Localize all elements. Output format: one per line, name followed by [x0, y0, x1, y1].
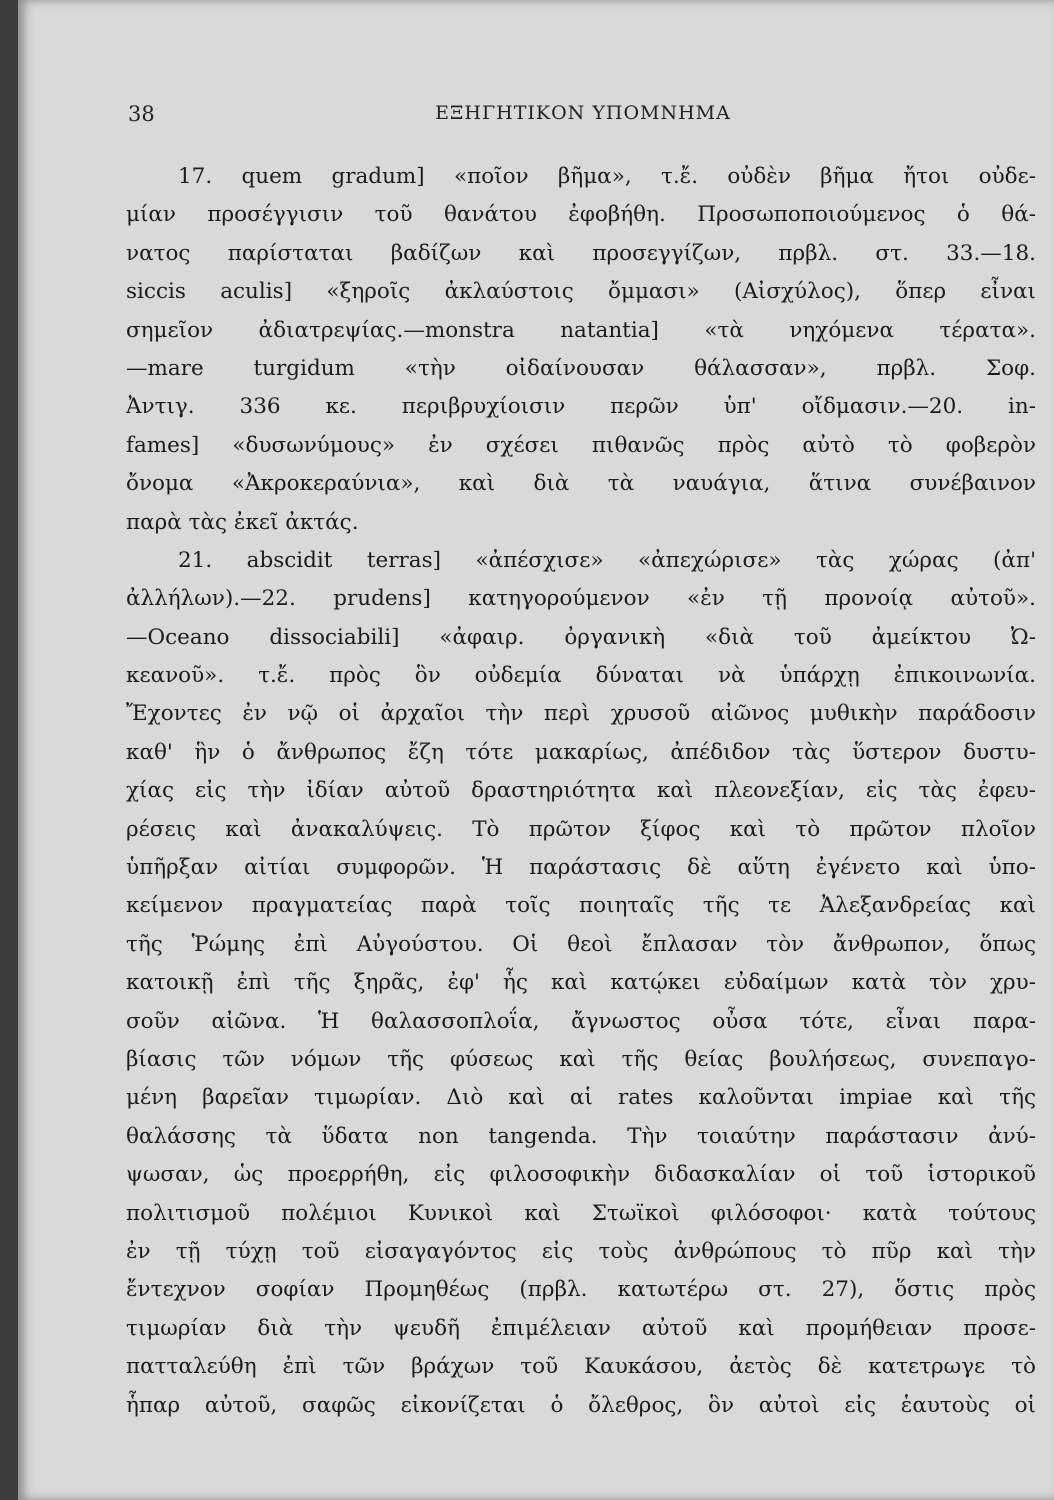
text-line: ἔντεχνον σοφίαν Προμηθέως (πρβλ. κατωτέρω στ. 27), ὅστις πρὸς [126, 1277, 1036, 1303]
text-line: ὄνομα «Ἀκροκεραύνια», καὶ διὰ τὰ ναυάγια, ἅτινα συνέβαινον [126, 471, 1036, 497]
text-line: μένη βαρεῖαν τιμωρίαν. Διὸ καὶ αἱ rates καλοῦνται impiae καὶ τῆς [126, 1085, 1036, 1111]
text-line: 21. abscidit terras] «ἀπέσχισε» «ἀπεχώρισε» τὰς χώρας (ἀπ' [178, 547, 1036, 573]
text-line: χίας εἰς τὴν ἰδίαν αὐτοῦ δραστηριότητα καὶ πλεονεξίαν, εἰς τὰς ἐφευ- [126, 778, 1036, 804]
text-line: ἧπαρ αὐτοῦ, σαφῶς εἰκονίζεται ὁ ὄλεθρος, ὃν αὐτοὶ εἰς ἑαυτοὺς οἱ [126, 1392, 1036, 1418]
text-line: τῆς Ῥώμης ἐπὶ Αὐγούστου. Οἱ θεοὶ ἔπλασαν τὸν ἄνθρωπον, ὅπως [126, 931, 1036, 957]
text-line: κατοικῇ ἐπὶ τῆς ξηρᾶς, ἐφ' ἧς καὶ κατῴκει εὐδαίμων κατὰ τὸν χρυ- [126, 970, 1036, 996]
text-line: θαλάσσης τὰ ὕδατα non tangenda. Τὴν τοιαύτην παράστασιν ἀνύ- [126, 1123, 1036, 1149]
text-line: μίαν προσέγγισιν τοῦ θανάτου ἐφοβήθη. Προσωποποιούμενος ὁ θά- [126, 202, 1036, 228]
running-title: ΕΞΗΓΗΤΙΚΟΝ ΥΠΟΜΝΗΜΑ [435, 102, 731, 124]
text-line: σοῦν αἰῶνα. Ἡ θαλασσοπλοΐα, ἄγνωστος οὖσα τότε, εἶναι παρα- [126, 1008, 1036, 1034]
text-line: κεανοῦ». τ.ἔ. πρὸς ὃν οὐδεμία δύναται νὰ ὑπάρχῃ ἐπικοινωνία. [126, 663, 1036, 689]
text-line: καθ' ἣν ὁ ἄνθρωπος ἔζη τότε μακαρίως, ἀπέδιδον τὰς ὕστερον δυστυ- [126, 739, 1036, 765]
text-line: βίασις τῶν νόμων τῆς φύσεως καὶ τῆς θείας βουλήσεως, συνεπαγο- [126, 1046, 1036, 1072]
text-line: πατταλεύθη ἐπὶ τῶν βράχων τοῦ Καυκάσου, ἀετὸς δὲ κατετρωγε τὸ [126, 1354, 1036, 1380]
text-line: πολιτισμοῦ πολέμιοι Κυνικοὶ καὶ Στωϊκοὶ φιλόσοφοι· κατὰ τούτους [126, 1200, 1036, 1226]
text-line: ὑπῆρξαν αἰτίαι συμφορῶν. Ἡ παράστασις δὲ αὕτη ἐγένετο καὶ ὑπο- [126, 855, 1036, 881]
commentary-text [126, 158, 1036, 1425]
text-line: παρὰ τὰς ἐκεῖ ἀκτάς. [126, 509, 359, 535]
text-line: ἀλλήλων).—22. prudens] κατηγορούμενον «ἐν τῇ προνοίᾳ αὐτοῦ». [126, 586, 1036, 612]
text-line: —Oceano dissociabili] «ἀφαιρ. ὀργανικὴ «διὰ τοῦ ἀμείκτου Ὠ- [126, 624, 1036, 650]
book-page [18, 0, 1054, 1500]
text-line: τιμωρίαν διὰ τὴν ψευδῆ ἐπιμέλειαν αὐτοῦ καὶ προμήθειαν προσε- [126, 1315, 1036, 1341]
text-line: ρέσεις καὶ ἀνακαλύψεις. Τὸ πρῶτον ξίφος καὶ τὸ πρῶτον πλοῖον [126, 816, 1036, 842]
page-number: 38 [128, 102, 155, 126]
text-line: 17. quem gradum] «ποῖον βῆμα», τ.ἔ. οὐδὲν βῆμα ἤτοι οὐδε- [178, 164, 1036, 189]
text-line: ἐν τῇ τύχῃ τοῦ εἰσαγαγόντος εἰς τοὺς ἀνθρώπους τὸ πῦρ καὶ τὴν [126, 1238, 1036, 1264]
page-header [128, 102, 1038, 132]
text-line: σημεῖον ἀδιατρεψίας.—monstra natantia] «τὰ νηχόμενα τέρατα». [126, 317, 1036, 343]
text-line: νατος παρίσταται βαδίζων καὶ προσεγγίζων, πρβλ. στ. 33.—18. [126, 240, 1036, 266]
text-line: —mare turgidum «τὴν οἰδαίνουσαν θάλασσαν», πρβλ. Σοφ. [126, 355, 1036, 381]
text-line: siccis aculis] «ξηροῖς ἀκλαύστοις ὄμμασι» (Αἰσχύλος), ὅπερ εἶναι [126, 279, 1036, 305]
text-line: ψωσαν, ὡς προερρήθη, εἰς φιλοσοφικὴν διδασκαλίαν οἱ τοῦ ἱστορικοῦ [126, 1162, 1036, 1188]
text-line: Ἀντιγ. 336 κε. περιβρυχίοισιν περῶν ὑπ' οἴδμασιν.—20. in- [126, 394, 1036, 420]
text-line: fames] «δυσωνύμους» ἐν σχέσει πιθανῶς πρὸς αὐτὸ τὸ φοβερὸν [126, 432, 1036, 458]
text-line: κείμενον πραγματείας παρὰ τοῖς ποιηταῖς τῆς τε Ἀλεξανδρείας καὶ [126, 893, 1036, 919]
text-line: Ἔχοντες ἐν νῷ οἱ ἀρχαῖοι τὴν περὶ χρυσοῦ αἰῶνος μυθικὴν παράδοσιν [126, 701, 1036, 727]
